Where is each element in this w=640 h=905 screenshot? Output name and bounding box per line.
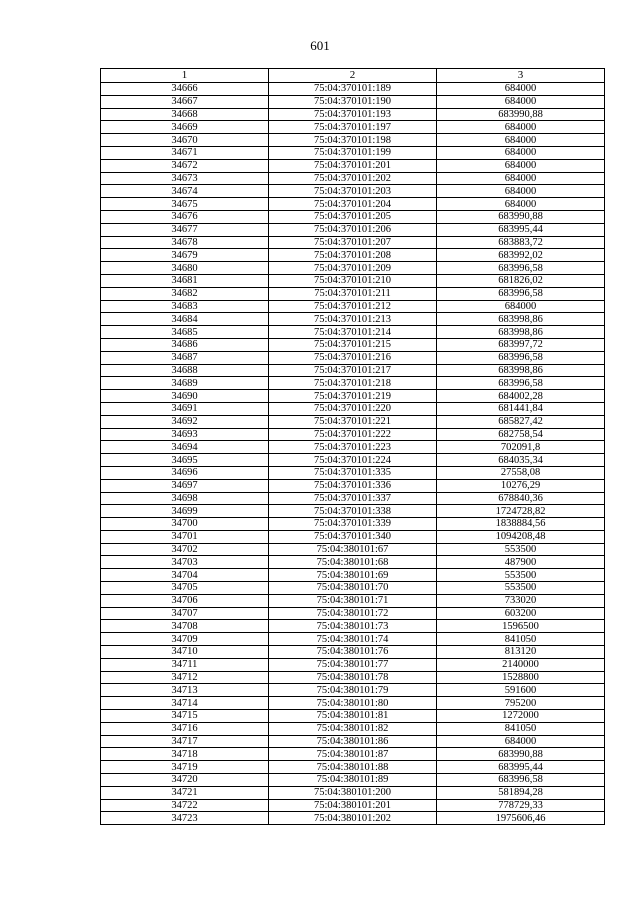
cadastral-number-cell: 75:04:370101:210 [269,274,437,287]
value-cell: 778729,33 [437,799,605,812]
table-row [101,146,605,159]
cadastral-number-cell: 75:04:370101:215 [269,338,437,351]
table-row [101,441,605,454]
value-cell: 553500 [437,569,605,582]
table-row [101,569,605,582]
row-number-cell: 34701 [101,530,269,543]
row-number-cell: 34718 [101,748,269,761]
table-row [101,774,605,787]
value-cell: 685827,42 [437,415,605,428]
table-row [101,658,605,671]
table-row [101,338,605,351]
table-row [101,351,605,364]
value-cell: 1838884,56 [437,518,605,531]
row-number-cell: 34693 [101,428,269,441]
cadastral-number-cell: 75:04:380101:73 [269,620,437,633]
table-row [101,786,605,799]
row-number-cell: 34690 [101,390,269,403]
row-number-cell: 34700 [101,518,269,531]
value-cell: 795200 [437,697,605,710]
row-number-cell: 34705 [101,582,269,595]
row-number-cell: 34687 [101,351,269,364]
cadastral-number-cell: 75:04:370101:217 [269,364,437,377]
cadastral-number-cell: 75:04:370101:208 [269,249,437,262]
column-header-2: 2 [269,69,437,83]
row-number-cell: 34688 [101,364,269,377]
table-row [101,646,605,659]
cadastral-number-cell: 75:04:370101:223 [269,441,437,454]
table-row [101,684,605,697]
row-number-cell: 34721 [101,786,269,799]
cadastral-number-cell: 75:04:380101:79 [269,684,437,697]
value-cell: 683996,58 [437,287,605,300]
table-row [101,172,605,185]
value-cell: 683883,72 [437,236,605,249]
cadastral-number-cell: 75:04:380101:77 [269,658,437,671]
row-number-cell: 34689 [101,377,269,390]
table-row [101,185,605,198]
value-cell: 1272000 [437,710,605,723]
row-number-cell: 34666 [101,83,269,96]
cadastral-number-cell: 75:04:370101:205 [269,210,437,223]
cadastral-number-cell: 75:04:370101:202 [269,172,437,185]
table-row [101,748,605,761]
row-number-cell: 34685 [101,326,269,339]
row-number-cell: 34714 [101,697,269,710]
cadastral-number-cell: 75:04:380101:72 [269,607,437,620]
table-row [101,697,605,710]
cadastral-number-cell: 75:04:380101:76 [269,646,437,659]
row-number-cell: 34710 [101,646,269,659]
value-cell: 683998,86 [437,313,605,326]
table-row [101,530,605,543]
table-row [101,633,605,646]
cadastral-number-cell: 75:04:370101:221 [269,415,437,428]
cadastral-number-cell: 75:04:370101:222 [269,428,437,441]
row-number-cell: 34672 [101,159,269,172]
cadastral-number-cell: 75:04:380101:81 [269,710,437,723]
cadastral-number-cell: 75:04:370101:189 [269,83,437,96]
cadastral-number-cell: 75:04:380101:82 [269,722,437,735]
value-cell: 684000 [437,83,605,96]
value-cell: 684000 [437,198,605,211]
cadastral-number-cell: 75:04:370101:206 [269,223,437,236]
table-row [101,390,605,403]
cadastral-number-cell: 75:04:380101:71 [269,594,437,607]
table-row [101,326,605,339]
table-body [101,83,605,825]
row-number-cell: 34722 [101,799,269,812]
row-number-cell: 34704 [101,569,269,582]
value-cell: 1596500 [437,620,605,633]
value-cell: 684000 [437,172,605,185]
row-number-cell: 34699 [101,505,269,518]
table-row [101,364,605,377]
row-number-cell: 34667 [101,95,269,108]
row-number-cell: 34680 [101,262,269,275]
row-number-cell: 34717 [101,735,269,748]
table-row [101,159,605,172]
cadastral-number-cell: 75:04:380101:80 [269,697,437,710]
table-row [101,95,605,108]
table-row [101,620,605,633]
value-cell: 487900 [437,556,605,569]
table-row [101,556,605,569]
row-number-cell: 34673 [101,172,269,185]
cadastral-number-cell: 75:04:380101:202 [269,812,437,825]
row-number-cell: 34695 [101,454,269,467]
row-number-cell: 34681 [101,274,269,287]
table-row [101,223,605,236]
registry-table [100,68,605,825]
table-row [101,518,605,531]
value-cell: 683990,88 [437,108,605,121]
table-row [101,402,605,415]
cadastral-number-cell: 75:04:380101:67 [269,543,437,556]
table-row [101,761,605,774]
value-cell: 813120 [437,646,605,659]
cadastral-number-cell: 75:04:370101:338 [269,505,437,518]
table-row [101,594,605,607]
cadastral-number-cell: 75:04:370101:214 [269,326,437,339]
value-cell: 684000 [437,735,605,748]
value-cell: 683995,44 [437,223,605,236]
value-cell: 683998,86 [437,326,605,339]
value-cell: 581894,28 [437,786,605,799]
value-cell: 1975606,46 [437,812,605,825]
table-row [101,543,605,556]
value-cell: 591600 [437,684,605,697]
cadastral-number-cell: 75:04:370101:339 [269,518,437,531]
row-number-cell: 34671 [101,146,269,159]
row-number-cell: 34678 [101,236,269,249]
cadastral-number-cell: 75:04:370101:193 [269,108,437,121]
value-cell: 684000 [437,134,605,147]
row-number-cell: 34712 [101,671,269,684]
table-header-row [101,69,605,83]
row-number-cell: 34720 [101,774,269,787]
table-row [101,274,605,287]
cadastral-number-cell: 75:04:370101:213 [269,313,437,326]
cadastral-number-cell: 75:04:370101:337 [269,492,437,505]
row-number-cell: 34697 [101,479,269,492]
table-row [101,262,605,275]
row-number-cell: 34675 [101,198,269,211]
value-cell: 10276,29 [437,479,605,492]
row-number-cell: 34674 [101,185,269,198]
row-number-cell: 34684 [101,313,269,326]
table-row [101,710,605,723]
table-row [101,607,605,620]
table-row [101,83,605,96]
cadastral-number-cell: 75:04:380101:78 [269,671,437,684]
value-cell: 683996,58 [437,351,605,364]
value-cell: 683990,88 [437,748,605,761]
value-cell: 684000 [437,185,605,198]
cadastral-number-cell: 75:04:370101:220 [269,402,437,415]
cadastral-number-cell: 75:04:370101:203 [269,185,437,198]
cadastral-number-cell: 75:04:370101:219 [269,390,437,403]
cadastral-number-cell: 75:04:370101:335 [269,466,437,479]
cadastral-number-cell: 75:04:370101:212 [269,300,437,313]
row-number-cell: 34670 [101,134,269,147]
cadastral-number-cell: 75:04:380101:89 [269,774,437,787]
row-number-cell: 34708 [101,620,269,633]
row-number-cell: 34682 [101,287,269,300]
value-cell: 684000 [437,146,605,159]
value-cell: 684002,28 [437,390,605,403]
table-row [101,300,605,313]
table-row [101,236,605,249]
value-cell: 683995,44 [437,761,605,774]
value-cell: 684000 [437,95,605,108]
row-number-cell: 34706 [101,594,269,607]
cadastral-number-cell: 75:04:370101:201 [269,159,437,172]
cadastral-number-cell: 75:04:370101:199 [269,146,437,159]
cadastral-number-cell: 75:04:380101:70 [269,582,437,595]
value-cell: 553500 [437,582,605,595]
cadastral-number-cell: 75:04:370101:216 [269,351,437,364]
cadastral-number-cell: 75:04:370101:197 [269,121,437,134]
value-cell: 684000 [437,121,605,134]
cadastral-number-cell: 75:04:380101:68 [269,556,437,569]
row-number-cell: 34716 [101,722,269,735]
table-row [101,454,605,467]
value-cell: 27558,08 [437,466,605,479]
row-number-cell: 34711 [101,658,269,671]
value-cell: 2140000 [437,658,605,671]
table-row [101,428,605,441]
cadastral-number-cell: 75:04:380101:87 [269,748,437,761]
table-row [101,198,605,211]
row-number-cell: 34694 [101,441,269,454]
value-cell: 683998,86 [437,364,605,377]
table-row [101,287,605,300]
row-number-cell: 34707 [101,607,269,620]
column-header-3: 3 [437,69,605,83]
table-row [101,377,605,390]
row-number-cell: 34676 [101,210,269,223]
value-cell: 684035,34 [437,454,605,467]
table-row [101,799,605,812]
value-cell: 684000 [437,300,605,313]
value-cell: 683996,58 [437,262,605,275]
row-number-cell: 34709 [101,633,269,646]
value-cell: 683996,58 [437,377,605,390]
page-number: 601 [310,38,330,53]
table-row [101,735,605,748]
table-row [101,492,605,505]
table-row [101,505,605,518]
value-cell: 682758,54 [437,428,605,441]
row-number-cell: 34669 [101,121,269,134]
row-number-cell: 34719 [101,761,269,774]
row-number-cell: 34679 [101,249,269,262]
value-cell: 678840,36 [437,492,605,505]
value-cell: 684000 [437,159,605,172]
row-number-cell: 34677 [101,223,269,236]
cadastral-number-cell: 75:04:380101:69 [269,569,437,582]
column-header-1: 1 [101,69,269,83]
value-cell: 702091,8 [437,441,605,454]
cadastral-number-cell: 75:04:370101:204 [269,198,437,211]
value-cell: 681826,02 [437,274,605,287]
value-cell: 683990,88 [437,210,605,223]
row-number-cell: 34698 [101,492,269,505]
value-cell: 841050 [437,722,605,735]
value-cell: 683997,72 [437,338,605,351]
table-row [101,812,605,825]
value-cell: 681441,84 [437,402,605,415]
table-row [101,582,605,595]
table-row [101,134,605,147]
cadastral-number-cell: 75:04:370101:336 [269,479,437,492]
value-cell: 683996,58 [437,774,605,787]
row-number-cell: 34696 [101,466,269,479]
row-number-cell: 34692 [101,415,269,428]
row-number-cell: 34723 [101,812,269,825]
table-row [101,466,605,479]
table-row [101,313,605,326]
cadastral-number-cell: 75:04:380101:86 [269,735,437,748]
cadastral-number-cell: 75:04:370101:211 [269,287,437,300]
value-cell: 841050 [437,633,605,646]
value-cell: 1094208,48 [437,530,605,543]
row-number-cell: 34702 [101,543,269,556]
row-number-cell: 34683 [101,300,269,313]
row-number-cell: 34703 [101,556,269,569]
value-cell: 1528800 [437,671,605,684]
row-number-cell: 34691 [101,402,269,415]
cadastral-number-cell: 75:04:380101:200 [269,786,437,799]
cadastral-number-cell: 75:04:370101:209 [269,262,437,275]
value-cell: 553500 [437,543,605,556]
value-cell: 603200 [437,607,605,620]
table-row [101,249,605,262]
cadastral-number-cell: 75:04:370101:190 [269,95,437,108]
value-cell: 1724728,82 [437,505,605,518]
row-number-cell: 34713 [101,684,269,697]
cadastral-number-cell: 75:04:380101:74 [269,633,437,646]
row-number-cell: 34715 [101,710,269,723]
value-cell: 683992,02 [437,249,605,262]
table-row [101,415,605,428]
cadastral-number-cell: 75:04:370101:224 [269,454,437,467]
table-row [101,722,605,735]
table-row [101,121,605,134]
cadastral-number-cell: 75:04:370101:218 [269,377,437,390]
row-number-cell: 34668 [101,108,269,121]
table-row [101,671,605,684]
cadastral-number-cell: 75:04:370101:207 [269,236,437,249]
cadastral-number-cell: 75:04:380101:88 [269,761,437,774]
cadastral-number-cell: 75:04:370101:340 [269,530,437,543]
row-number-cell: 34686 [101,338,269,351]
table-row [101,479,605,492]
table-row [101,210,605,223]
value-cell: 733020 [437,594,605,607]
table-row [101,108,605,121]
cadastral-number-cell: 75:04:380101:201 [269,799,437,812]
cadastral-number-cell: 75:04:370101:198 [269,134,437,147]
